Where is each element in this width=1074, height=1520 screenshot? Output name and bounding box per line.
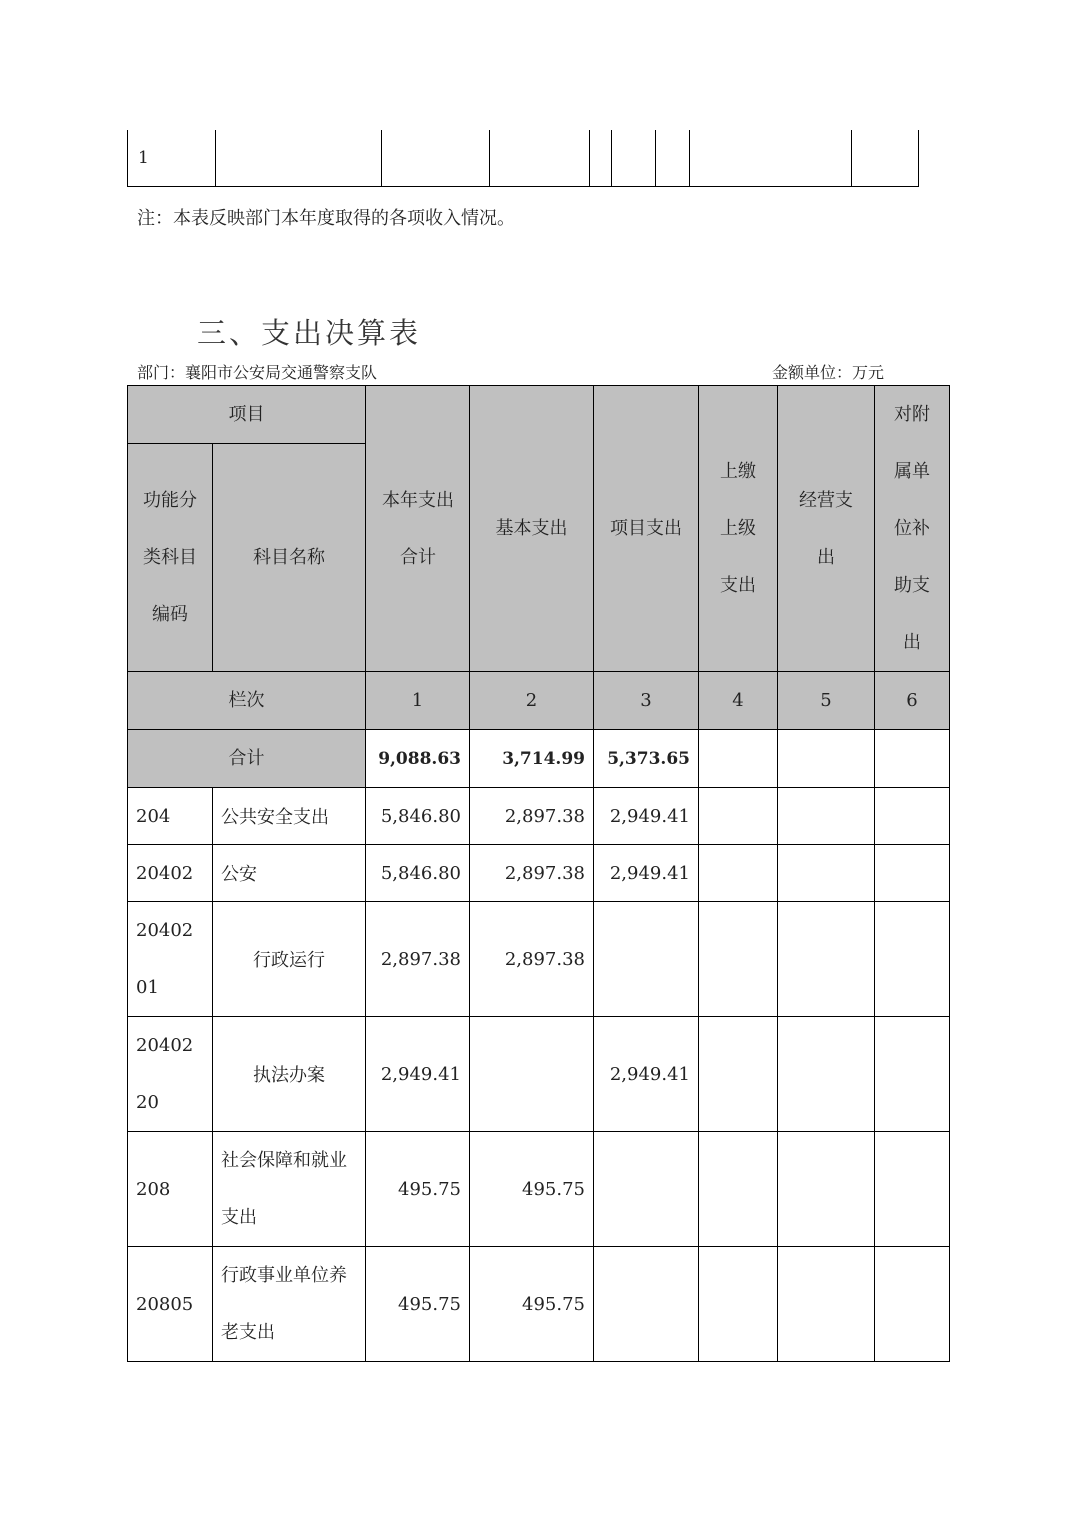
section-title: 三、支出决算表 xyxy=(197,316,422,350)
empty-cell xyxy=(778,1017,875,1132)
department-label: 部门：襄阳市公安局交通警察支队 xyxy=(137,363,378,382)
empty-cell xyxy=(778,902,875,1017)
total-row xyxy=(128,730,950,788)
total-basic: 3,714.99 xyxy=(470,730,594,788)
empty-cell xyxy=(699,1247,778,1362)
header-upper: 上缴上级支出 xyxy=(699,386,778,672)
row-basic: 2,897.38 xyxy=(470,902,594,1017)
row-name: 执法办案 xyxy=(213,1017,366,1132)
header-subsidy: 对附属单位补助支出 xyxy=(875,386,950,672)
total-project: 5,373.65 xyxy=(594,730,699,788)
table-divider xyxy=(611,130,612,186)
row-project: 2,949.41 xyxy=(594,845,699,902)
unit-label: 金额单位：万元 xyxy=(772,363,885,382)
header-subject-name: 科目名称 xyxy=(213,444,366,672)
row-name: 公安 xyxy=(213,845,366,902)
row-project: 2,949.41 xyxy=(594,788,699,845)
previous-table-cell: 1 xyxy=(138,148,149,168)
column-index: 2 xyxy=(470,672,594,730)
empty-cell xyxy=(875,1132,950,1247)
row-project xyxy=(594,1132,699,1247)
table-divider xyxy=(589,130,590,186)
empty-cell xyxy=(875,1247,950,1362)
row-basic: 495.75 xyxy=(470,1132,594,1247)
row-project: 2,949.41 xyxy=(594,1017,699,1132)
total-label: 合计 xyxy=(128,730,366,788)
column-index: 5 xyxy=(778,672,875,730)
column-index: 1 xyxy=(366,672,470,730)
empty-cell xyxy=(875,845,950,902)
table-divider xyxy=(489,130,490,186)
table-row xyxy=(128,788,950,845)
previous-table-fragment xyxy=(127,130,919,187)
row-code: 208 xyxy=(128,1132,213,1247)
row-total: 495.75 xyxy=(366,1247,470,1362)
row-basic: 495.75 xyxy=(470,1247,594,1362)
empty-cell xyxy=(699,788,778,845)
empty-cell xyxy=(699,1132,778,1247)
header-total: 本年支出合计 xyxy=(366,386,470,672)
empty-cell xyxy=(875,1017,950,1132)
column-index-row xyxy=(128,672,950,730)
header-row xyxy=(128,386,950,444)
row-code: 20402 xyxy=(128,845,213,902)
row-basic: 2,897.38 xyxy=(470,788,594,845)
row-code: 2040201 xyxy=(128,902,213,1017)
row-basic xyxy=(470,1017,594,1132)
table-divider xyxy=(655,130,656,186)
empty-cell xyxy=(699,902,778,1017)
empty-cell xyxy=(778,788,875,845)
row-total: 2,897.38 xyxy=(366,902,470,1017)
row-name: 公共安全支出 xyxy=(213,788,366,845)
header-business: 经营支出 xyxy=(778,386,875,672)
row-total: 5,846.80 xyxy=(366,788,470,845)
empty-cell xyxy=(875,730,950,788)
table-row xyxy=(128,1017,950,1132)
empty-cell xyxy=(778,845,875,902)
row-total: 495.75 xyxy=(366,1132,470,1247)
empty-cell xyxy=(778,1132,875,1247)
empty-cell xyxy=(875,902,950,1017)
table-divider xyxy=(851,130,852,186)
row-total: 5,846.80 xyxy=(366,845,470,902)
row-project xyxy=(594,902,699,1017)
header-project: 项目支出 xyxy=(594,386,699,672)
empty-cell xyxy=(699,845,778,902)
table-row xyxy=(128,845,950,902)
column-index: 4 xyxy=(699,672,778,730)
column-index: 6 xyxy=(875,672,950,730)
empty-cell xyxy=(875,788,950,845)
table-divider xyxy=(381,130,382,186)
table-divider xyxy=(215,130,216,186)
total-amount: 9,088.63 xyxy=(366,730,470,788)
empty-cell xyxy=(699,1017,778,1132)
row-code: 20805 xyxy=(128,1247,213,1362)
table-row xyxy=(128,1132,950,1247)
empty-cell xyxy=(778,1247,875,1362)
table-note: 注：本表反映部门本年度取得的各项收入情况。 xyxy=(137,208,515,229)
column-index: 3 xyxy=(594,672,699,730)
header-basic: 基本支出 xyxy=(470,386,594,672)
table-row xyxy=(128,1247,950,1362)
header-func-code: 功能分类科目编码 xyxy=(128,444,213,672)
header-item: 项目 xyxy=(128,386,366,444)
row-name: 行政事业单位养老支出 xyxy=(213,1247,366,1362)
empty-cell xyxy=(778,730,875,788)
row-name: 社会保障和就业支出 xyxy=(213,1132,366,1247)
row-project xyxy=(594,1247,699,1362)
empty-cell xyxy=(699,730,778,788)
table-row xyxy=(128,902,950,1017)
row-code: 204 xyxy=(128,788,213,845)
row-basic: 2,897.38 xyxy=(470,845,594,902)
table-divider xyxy=(689,130,690,186)
row-name: 行政运行 xyxy=(213,902,366,1017)
column-index-label: 栏次 xyxy=(128,672,366,730)
expenditure-table xyxy=(127,385,950,1362)
row-total: 2,949.41 xyxy=(366,1017,470,1132)
row-code: 2040220 xyxy=(128,1017,213,1132)
